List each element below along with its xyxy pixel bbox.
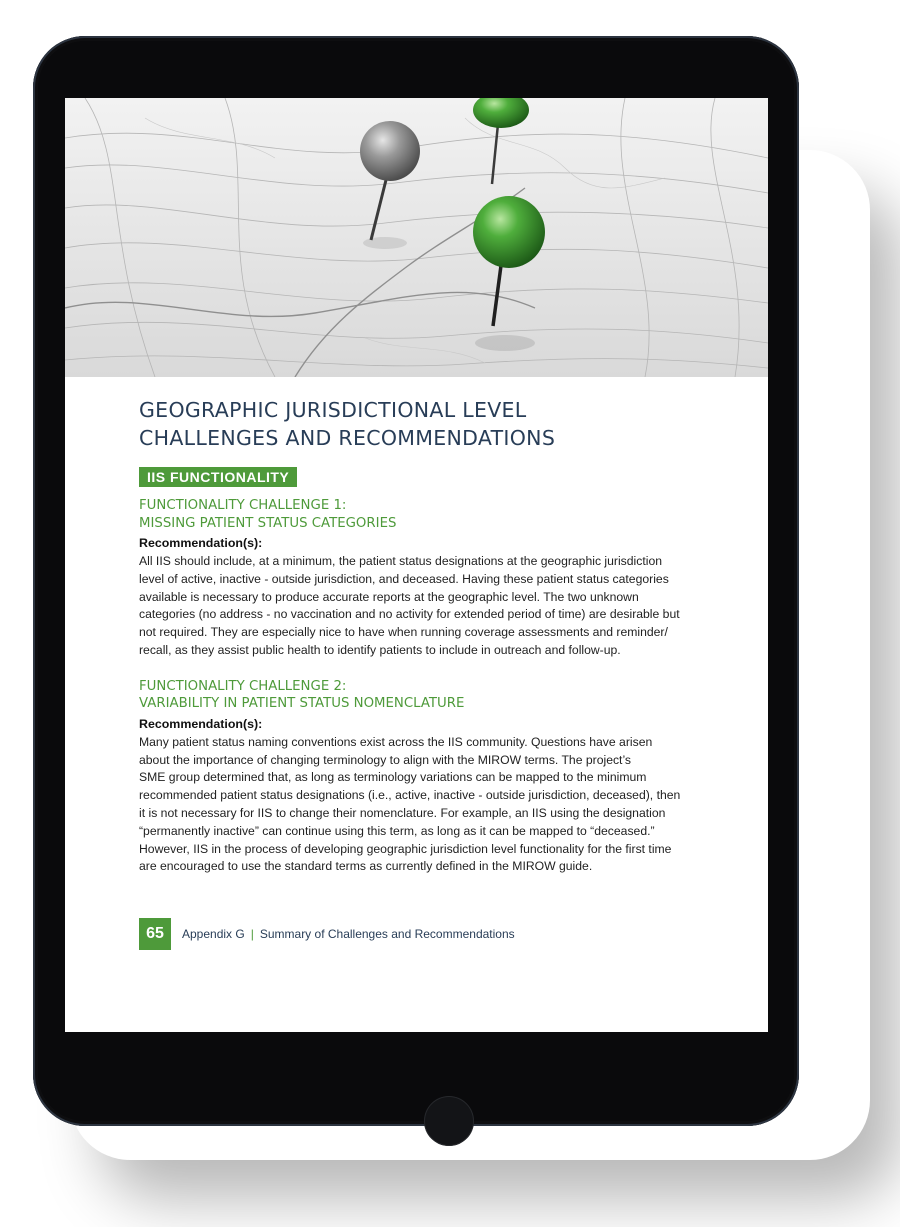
challenge-1-body bbox=[139, 553, 709, 660]
footer-summary: Summary of Challenges and Recommendations bbox=[259, 927, 515, 941]
page-number: 65 bbox=[139, 918, 171, 950]
map-illustration bbox=[65, 98, 768, 377]
challenge-heading-line: VARIABILITY IN PATIENT STATUS NOMENCLATURE bbox=[139, 696, 465, 712]
body-line: recall, as they assist public health to identify patients to include in outreach and follow-up. bbox=[139, 642, 621, 657]
body-line: available is necessary to produce accurate reports at the geographic level. The two unknown bbox=[139, 589, 639, 604]
challenge-heading-line: FUNCTIONALITY CHALLENGE 2: bbox=[139, 678, 347, 694]
page-footer bbox=[139, 918, 515, 950]
hero-map-image bbox=[65, 98, 768, 377]
challenge-heading-line: MISSING PATIENT STATUS CATEGORIES bbox=[139, 515, 397, 531]
body-line: are encouraged to use the standard terms as currently defined in the MIROW guide. bbox=[139, 859, 593, 874]
body-line: “permanently inactive” can continue using this term, as long as it can be mapped to “deceased.” bbox=[139, 823, 655, 838]
section-badge: IIS FUNCTIONALITY bbox=[139, 467, 297, 487]
footer-divider: | bbox=[250, 927, 254, 941]
body-line: All IIS should include, at a minimum, the patient status designations at the geographic jurisdiction bbox=[139, 554, 663, 568]
recommendation-label: Recommendation(s): bbox=[139, 716, 263, 731]
page-title-line: GEOGRAPHIC JURISDICTIONAL LEVEL bbox=[139, 398, 527, 422]
body-line: SME group determined that, as long as terminology variations can be mapped to the minimum bbox=[139, 770, 647, 785]
body-line: Many patient status naming conventions exist across the IIS community. Questions have arisen bbox=[139, 734, 653, 749]
challenge-2-body bbox=[139, 734, 709, 876]
body-line: categories (no address - no vaccination and no activity for extended period of time) are desirable but bbox=[139, 607, 680, 622]
footer-appendix: Appendix G bbox=[182, 927, 245, 941]
body-line: it is not necessary for IIS to change their nomenclature. For example, an IIS using the designation bbox=[139, 805, 666, 820]
recommendation-label: Recommendation(s): bbox=[139, 536, 263, 550]
page-title-line: CHALLENGES AND RECOMMENDATIONS bbox=[139, 426, 556, 450]
body-line: about the importance of changing terminology to align with the MIROW terms. The project’s bbox=[139, 752, 632, 767]
body-line: not required. They are especially nice to have when running coverage assessments and reminder/ bbox=[139, 625, 668, 640]
body-line: However, IIS in the process of developing geographic jurisdiction level functionality for the first time bbox=[139, 841, 672, 856]
body-line: level of active, inactive - outside jurisdiction, and deceased. Having these patient status categories bbox=[139, 571, 669, 586]
page-title bbox=[139, 396, 709, 452]
tablet-screen bbox=[65, 98, 768, 1032]
challenge-1-heading bbox=[139, 497, 709, 532]
challenge-heading-line: FUNCTIONALITY CHALLENGE 1: bbox=[139, 498, 347, 513]
document-content bbox=[139, 396, 709, 876]
home-button-icon[interactable] bbox=[424, 1096, 474, 1146]
body-line: recommended patient status designations (i.e., active, inactive - outside jurisdiction, deceased), then bbox=[139, 788, 681, 803]
challenge-2-heading bbox=[139, 678, 709, 713]
